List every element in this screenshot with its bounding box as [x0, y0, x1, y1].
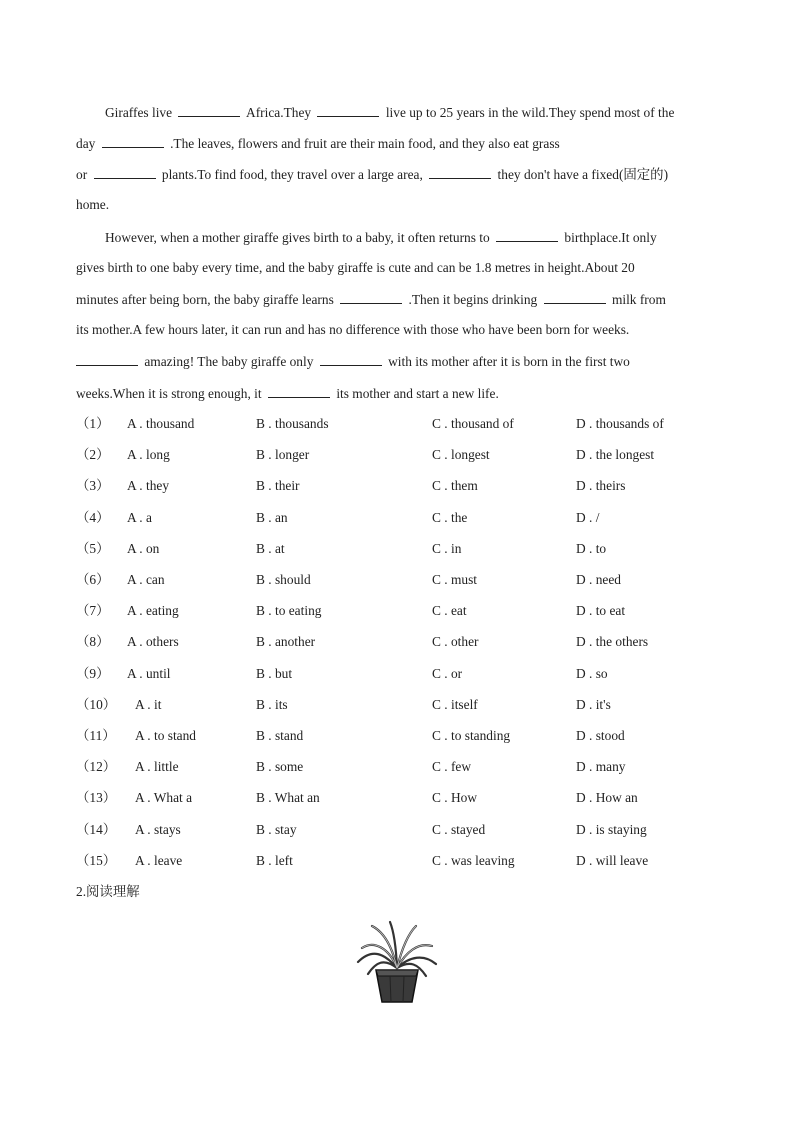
question-number: （11） [76, 728, 116, 743]
option-a[interactable]: A . on [127, 541, 160, 556]
passage-line-6 [76, 258, 635, 278]
passage-text: its mother.A few hours later, it can run and has no difference with those who have been born for weeks. [76, 322, 630, 337]
question-row [76, 632, 726, 652]
option-d[interactable]: D . so [576, 666, 608, 681]
question-row [76, 851, 726, 871]
option-a[interactable]: A . What a [135, 790, 193, 805]
option-a[interactable]: A . long [127, 447, 170, 462]
passage-line-7 [76, 289, 666, 309]
blank-6 [496, 227, 558, 242]
option-b[interactable]: B . to eating [256, 603, 322, 618]
option-c[interactable]: C . few [432, 759, 472, 774]
passage-text: or [76, 167, 88, 182]
option-b[interactable]: B . another [256, 634, 316, 649]
option-d[interactable]: D . the others [576, 634, 649, 649]
passage-text: .Then it begins drinking [408, 292, 538, 307]
option-d[interactable]: D . is staying [576, 822, 647, 837]
option-d[interactable]: D . to [576, 541, 607, 556]
passage-text: minutes after being born, the baby giraffe learns [76, 292, 334, 307]
passage-text: they don't have a fixed(固定的) [497, 167, 669, 182]
option-b[interactable]: B . their [256, 478, 300, 493]
option-a[interactable]: A . they [127, 478, 170, 493]
question-row [76, 414, 726, 434]
question-number: （10） [76, 697, 117, 712]
question-number: （12） [76, 759, 117, 774]
option-c[interactable]: C . to standing [432, 728, 511, 743]
option-d[interactable]: D . it's [576, 697, 611, 712]
option-a[interactable]: A . eating [127, 603, 179, 618]
blank-9 [76, 351, 138, 366]
passage-line-1 [105, 102, 674, 122]
option-d[interactable]: D . to eat [576, 603, 626, 618]
option-c[interactable]: C . must [432, 572, 478, 587]
section-title: 2.阅读理解 [76, 884, 140, 899]
option-d[interactable]: D . How an [576, 790, 638, 805]
question-row [76, 601, 726, 621]
option-a[interactable]: A . until [127, 666, 171, 681]
passage-text: live up to 25 years in the wild.They spend most of the [385, 105, 675, 120]
blank-5 [429, 164, 491, 179]
passage-line-4 [76, 195, 109, 215]
potted-plant-icon [354, 918, 440, 1004]
question-row [76, 664, 726, 684]
passage-text: gives birth to one baby every time, and the baby giraffe is cute and can be 1.8 metres in height.About 20 [76, 260, 635, 275]
option-a[interactable]: A . can [127, 572, 165, 587]
passage-text: However, when a mother giraffe gives birth to a baby, it often returns to [105, 230, 490, 245]
question-number: （3） [76, 478, 110, 493]
blank-1 [178, 102, 240, 117]
question-row [76, 508, 726, 528]
option-c[interactable]: C . other [432, 634, 479, 649]
question-row [76, 476, 726, 496]
question-number: （13） [76, 790, 117, 805]
option-b[interactable]: B . at [256, 541, 285, 556]
question-row [76, 695, 726, 715]
passage-text: weeks.When it is strong enough, it [76, 386, 262, 401]
blank-7 [340, 289, 402, 304]
question-number: （15） [76, 853, 117, 868]
passage-line-2 [76, 133, 560, 153]
question-number: （1） [76, 416, 110, 431]
option-c[interactable]: C . itself [432, 697, 478, 712]
question-row [76, 570, 726, 590]
option-b[interactable]: B . stand [256, 728, 304, 743]
question-number: （5） [76, 541, 110, 556]
passage-text: home. [76, 197, 110, 212]
passage-text: birthplace.It only [564, 230, 657, 245]
option-a[interactable]: A . it [135, 697, 162, 712]
question-number: （8） [76, 634, 110, 649]
option-b[interactable]: B . stay [256, 822, 297, 837]
question-row [76, 726, 726, 746]
passage-line-5 [105, 227, 657, 247]
question-row [76, 539, 726, 559]
option-a[interactable]: A . thousand [127, 416, 195, 431]
passage-line-10 [76, 383, 499, 403]
passage-text: its mother and start a new life. [336, 386, 499, 401]
passage-text: amazing! The baby giraffe only [144, 354, 314, 369]
option-a[interactable]: A . to stand [135, 728, 197, 743]
question-number: （9） [76, 666, 110, 681]
option-c[interactable]: C . in [432, 541, 462, 556]
option-b[interactable]: B . an [256, 510, 288, 525]
option-a[interactable]: A . little [135, 759, 179, 774]
option-a[interactable]: A . others [127, 634, 179, 649]
option-d[interactable]: D . stood [576, 728, 625, 743]
option-b[interactable]: B . longer [256, 447, 310, 462]
question-row [76, 445, 726, 465]
option-d[interactable]: D . many [576, 759, 626, 774]
question-row [76, 788, 726, 808]
option-b[interactable]: B . thousands [256, 416, 329, 431]
passage-text: plants.To find food, they travel over a large area, [161, 167, 423, 182]
option-c[interactable]: C . stayed [432, 822, 486, 837]
option-c[interactable]: C . thousand of [432, 416, 514, 431]
blank-3 [102, 133, 164, 148]
option-d[interactable]: D . the longest [576, 447, 655, 462]
option-c[interactable]: C . longest [432, 447, 490, 462]
blank-2 [317, 102, 379, 117]
option-d[interactable]: D . theirs [576, 478, 626, 493]
option-b[interactable]: B . left [256, 853, 293, 868]
passage-line-8 [76, 320, 629, 340]
question-number: （6） [76, 572, 110, 587]
option-c[interactable]: C . the [432, 510, 468, 525]
blank-10 [320, 351, 382, 366]
passage-line-9 [76, 351, 630, 371]
option-a[interactable]: A . stays [135, 822, 181, 837]
option-c[interactable]: C . eat [432, 603, 467, 618]
option-d[interactable]: D . thousands of [576, 416, 664, 431]
option-c[interactable]: C . How [432, 790, 478, 805]
option-c[interactable]: C . was leaving [432, 853, 515, 868]
option-d[interactable]: D . need [576, 572, 621, 587]
option-b[interactable]: B . some [256, 759, 304, 774]
option-b[interactable]: B . its [256, 697, 288, 712]
question-number: （2） [76, 447, 110, 462]
blank-8 [544, 289, 606, 304]
passage-text: milk from [611, 292, 666, 307]
passage-text: .The leaves, flowers and fruit are their main food, and they also eat grass [170, 136, 560, 151]
option-d[interactable]: D . / [576, 510, 600, 525]
question-row [76, 820, 726, 840]
option-a[interactable]: A . leave [135, 853, 183, 868]
passage-text: Africa.They [246, 105, 312, 120]
question-number: （14） [76, 822, 117, 837]
blank-4 [94, 164, 156, 179]
passage-text: Giraffes live [105, 105, 173, 120]
question-row [76, 757, 726, 777]
blank-11 [268, 383, 330, 398]
option-d[interactable]: D . will leave [576, 853, 649, 868]
passage-text: day [76, 136, 96, 151]
passage-line-3 [76, 164, 668, 184]
option-b[interactable]: B . should [256, 572, 311, 587]
option-b[interactable]: B . but [256, 666, 293, 681]
question-number: （7） [76, 603, 110, 618]
option-c[interactable]: C . or [432, 666, 463, 681]
option-b[interactable]: B . What an [256, 790, 320, 805]
passage-text: with its mother after it is born in the first two [388, 354, 630, 369]
option-a[interactable]: A . a [127, 510, 152, 525]
option-c[interactable]: C . them [432, 478, 478, 493]
question-number: （4） [76, 510, 110, 525]
